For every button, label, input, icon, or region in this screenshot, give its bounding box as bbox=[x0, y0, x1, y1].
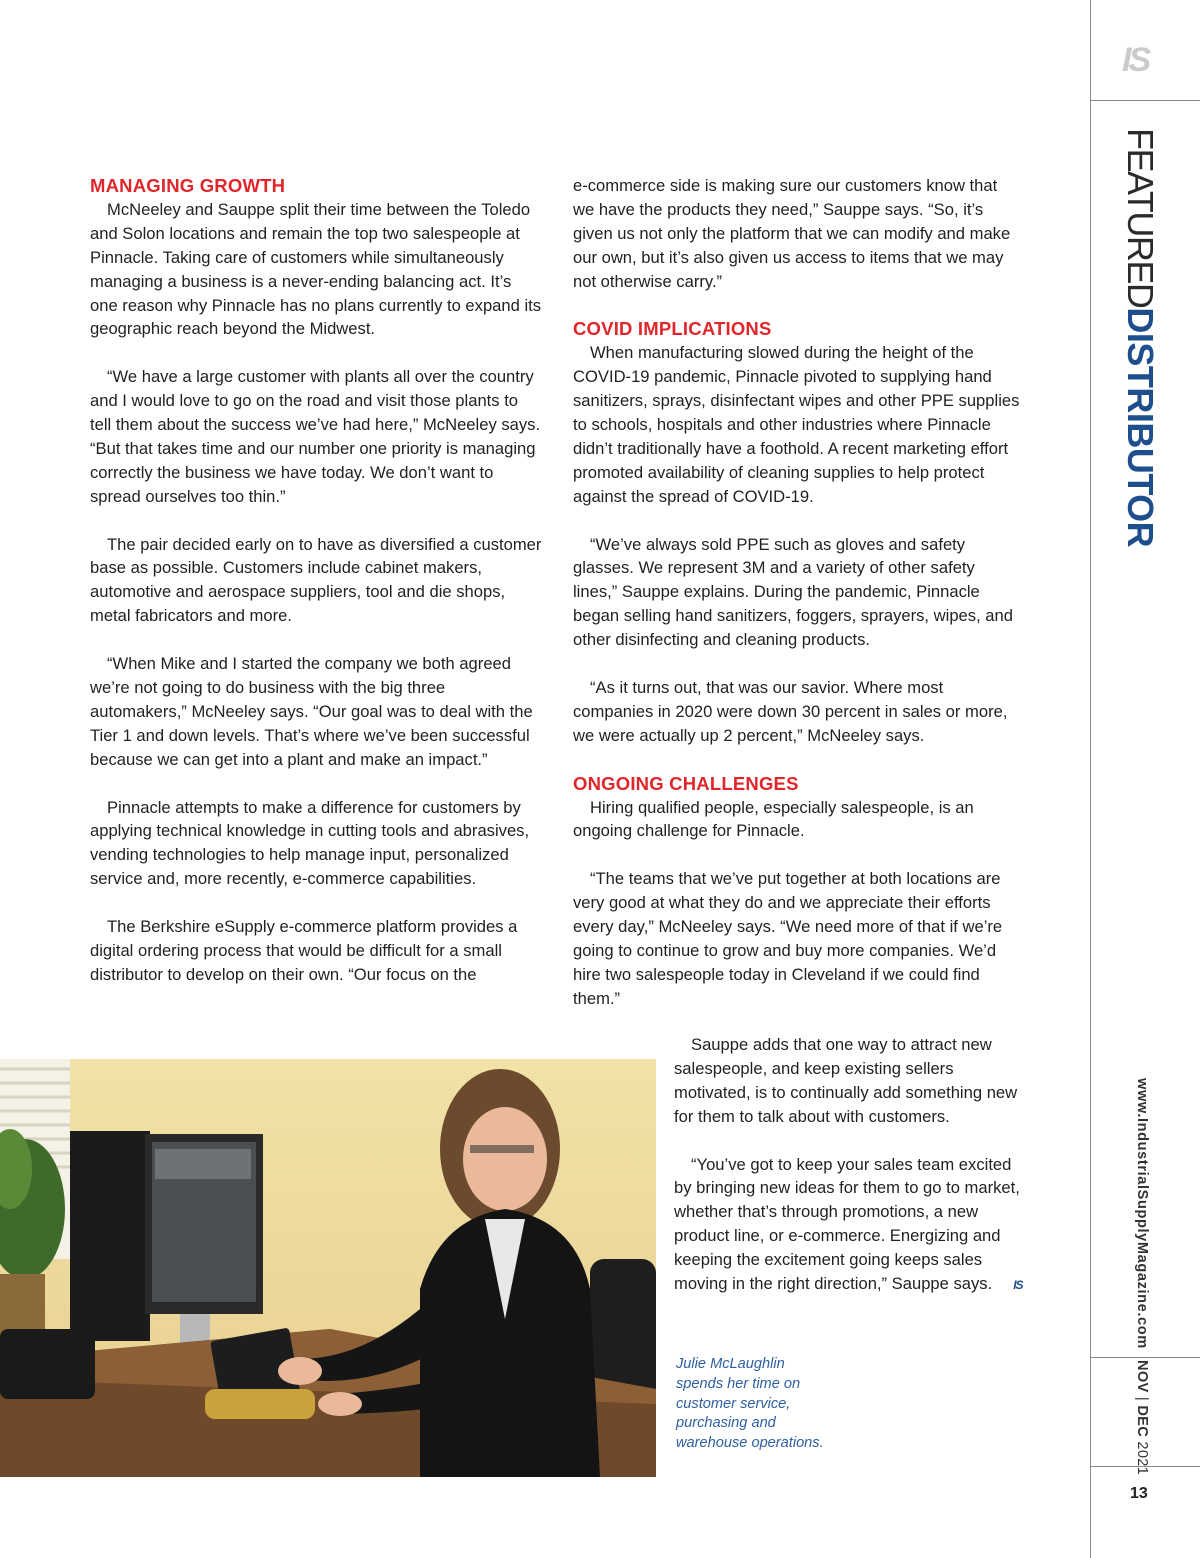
photo-caption: Julie McLaughlin spends her time on customer service, purchasing and warehouse operations. bbox=[676, 1356, 824, 1452]
magazine-logo: IS bbox=[1122, 41, 1149, 79]
heading-ongoing-challenges: ONGOING CHALLENGES bbox=[573, 772, 799, 794]
section-title-light: FEATURED bbox=[1120, 128, 1161, 308]
article-column-2-bottom bbox=[674, 1033, 1024, 1298]
office-photo bbox=[0, 1059, 656, 1477]
issue-month-b: DEC bbox=[1134, 1405, 1150, 1438]
sidebar-rule-issue bbox=[1090, 1357, 1200, 1358]
article-column-2 bbox=[573, 174, 1021, 1011]
end-mark-logo: IS bbox=[1013, 1278, 1023, 1293]
section-title-bold: DISTRIBUTOR bbox=[1120, 307, 1161, 548]
issue-month-a: NOV bbox=[1134, 1360, 1150, 1393]
page-number: 13 bbox=[1130, 1485, 1148, 1502]
paragraph: The Berkshire eSupply e-commerce platform provides a digital ordering process that would be difficult for a small distributor to develop on their own. “Our focus on the bbox=[90, 917, 518, 984]
magazine-url: www.IndustrialSupplyMagazine.com bbox=[1134, 1078, 1150, 1349]
paragraph bbox=[674, 1153, 1024, 1298]
sidebar-divider bbox=[1090, 0, 1091, 1558]
paragraph: When manufacturing slowed during the height of the COVID-19 pandemic, Pinnacle pivoted to supplying hand sanitizers, sprays, disinfectant wipes and other PPE supplies to schools, hospitals and other industries where Pinnacle didn’t traditionally have a foothold. A recent marketing effort promoted availability of cleaning supplies to help protect against the spread of COVID-19. bbox=[573, 343, 1020, 506]
paragraph: “We’ve always sold PPE such as gloves and safety glasses. We represent 3M and a variety of other safety lines,” Sauppe explains. During the pandemic, Pinnacle began selling hand sanitizers, foggers, sprayers, wipes, and other disinfecting and cleaning products. bbox=[573, 534, 1013, 650]
heading-covid-implications: COVID IMPLICATIONS bbox=[573, 318, 772, 340]
paragraph: McNeeley and Sauppe split their time between the Toledo and Solon locations and remain the top two salespeople at Pinnacle. Taking care of customers while simultaneously managing a business is a never-ending balancing act. It’s one reason why Pinnacle has no plans currently to expand its geographic reach beyond the Midwest. bbox=[90, 199, 542, 339]
paragraph: Pinnacle attempts to make a difference for customers by applying technical knowledge in cutting tools and abrasives, vending technologies to help manage input, personalized service and, more recently, e-commerce capabilities. bbox=[90, 797, 530, 889]
paragraph: Hiring qualified people, especially salespeople, is an ongoing challenge for Pinnacle. bbox=[573, 797, 974, 841]
issue-separator: | bbox=[1134, 1392, 1150, 1406]
issue-year: 2021 bbox=[1134, 1437, 1150, 1476]
paragraph: “When Mike and I started the company we both agreed we’re not going to do business with the big three automakers,” McNeeley says. “Our goal was to deal with the Tier 1 and down levels. That’s where we’ve been successful because we can get into a plant and make an impact.” bbox=[90, 654, 533, 769]
paragraph: “As it turns out, that was our savior. Where most companies in 2020 were down 30 percent in sales or more, we were actually up 2 percent,” McNeeley says. bbox=[573, 677, 1008, 745]
paragraph: The pair decided early on to have as diversified a customer base as possible. Customers include cabinet makers, automotive and aerospace suppliers, tool and die shops, metal fabricators and more. bbox=[90, 534, 542, 626]
issue-date bbox=[1134, 1360, 1150, 1475]
paragraph: “The teams that we’ve put together at both locations are very good at what they do and we appreciate their efforts every day,” McNeeley says. “We need more of that if we’re going to continue to grow and buy more companies. We’d hire two salespeople today in Cleveland if we could find them.” bbox=[573, 869, 1003, 1008]
article-column-1 bbox=[90, 174, 542, 987]
paragraph-continuation: e-commerce side is making sure our customers know that we have the products they need,” Sauppe says. “So, it’s given us not only the platform that we can modify and make our own, but it’s also given us access to items that we may not otherwise carry.” bbox=[573, 176, 1011, 291]
paragraph: Sauppe adds that one way to attract new salespeople, and keep existing sellers motivated, is to continually add something new for them to talk about with customers. bbox=[674, 1035, 1018, 1126]
paragraph: “We have a large customer with plants all over the country and I would love to go on the road and visit those plants to tell them about the success we’ve had here,” McNeeley says. “But that takes time and our number one priority is managing correctly the business we have today. We don’t want to spread ourselves too thin.” bbox=[90, 367, 541, 506]
sidebar-rule-top bbox=[1090, 100, 1200, 101]
heading-managing-growth: MANAGING GROWTH bbox=[90, 175, 286, 196]
section-title bbox=[1120, 128, 1160, 547]
photo-illustration bbox=[0, 1059, 656, 1477]
paragraph-text: “You’ve got to keep your sales team excited by bringing new ideas for them to go to market, whether that’s through promotions, a new product line, or e-commerce. Energizing and keeping the excitement going keeps sales moving in the right direction,” Sauppe says. bbox=[674, 1154, 1020, 1294]
